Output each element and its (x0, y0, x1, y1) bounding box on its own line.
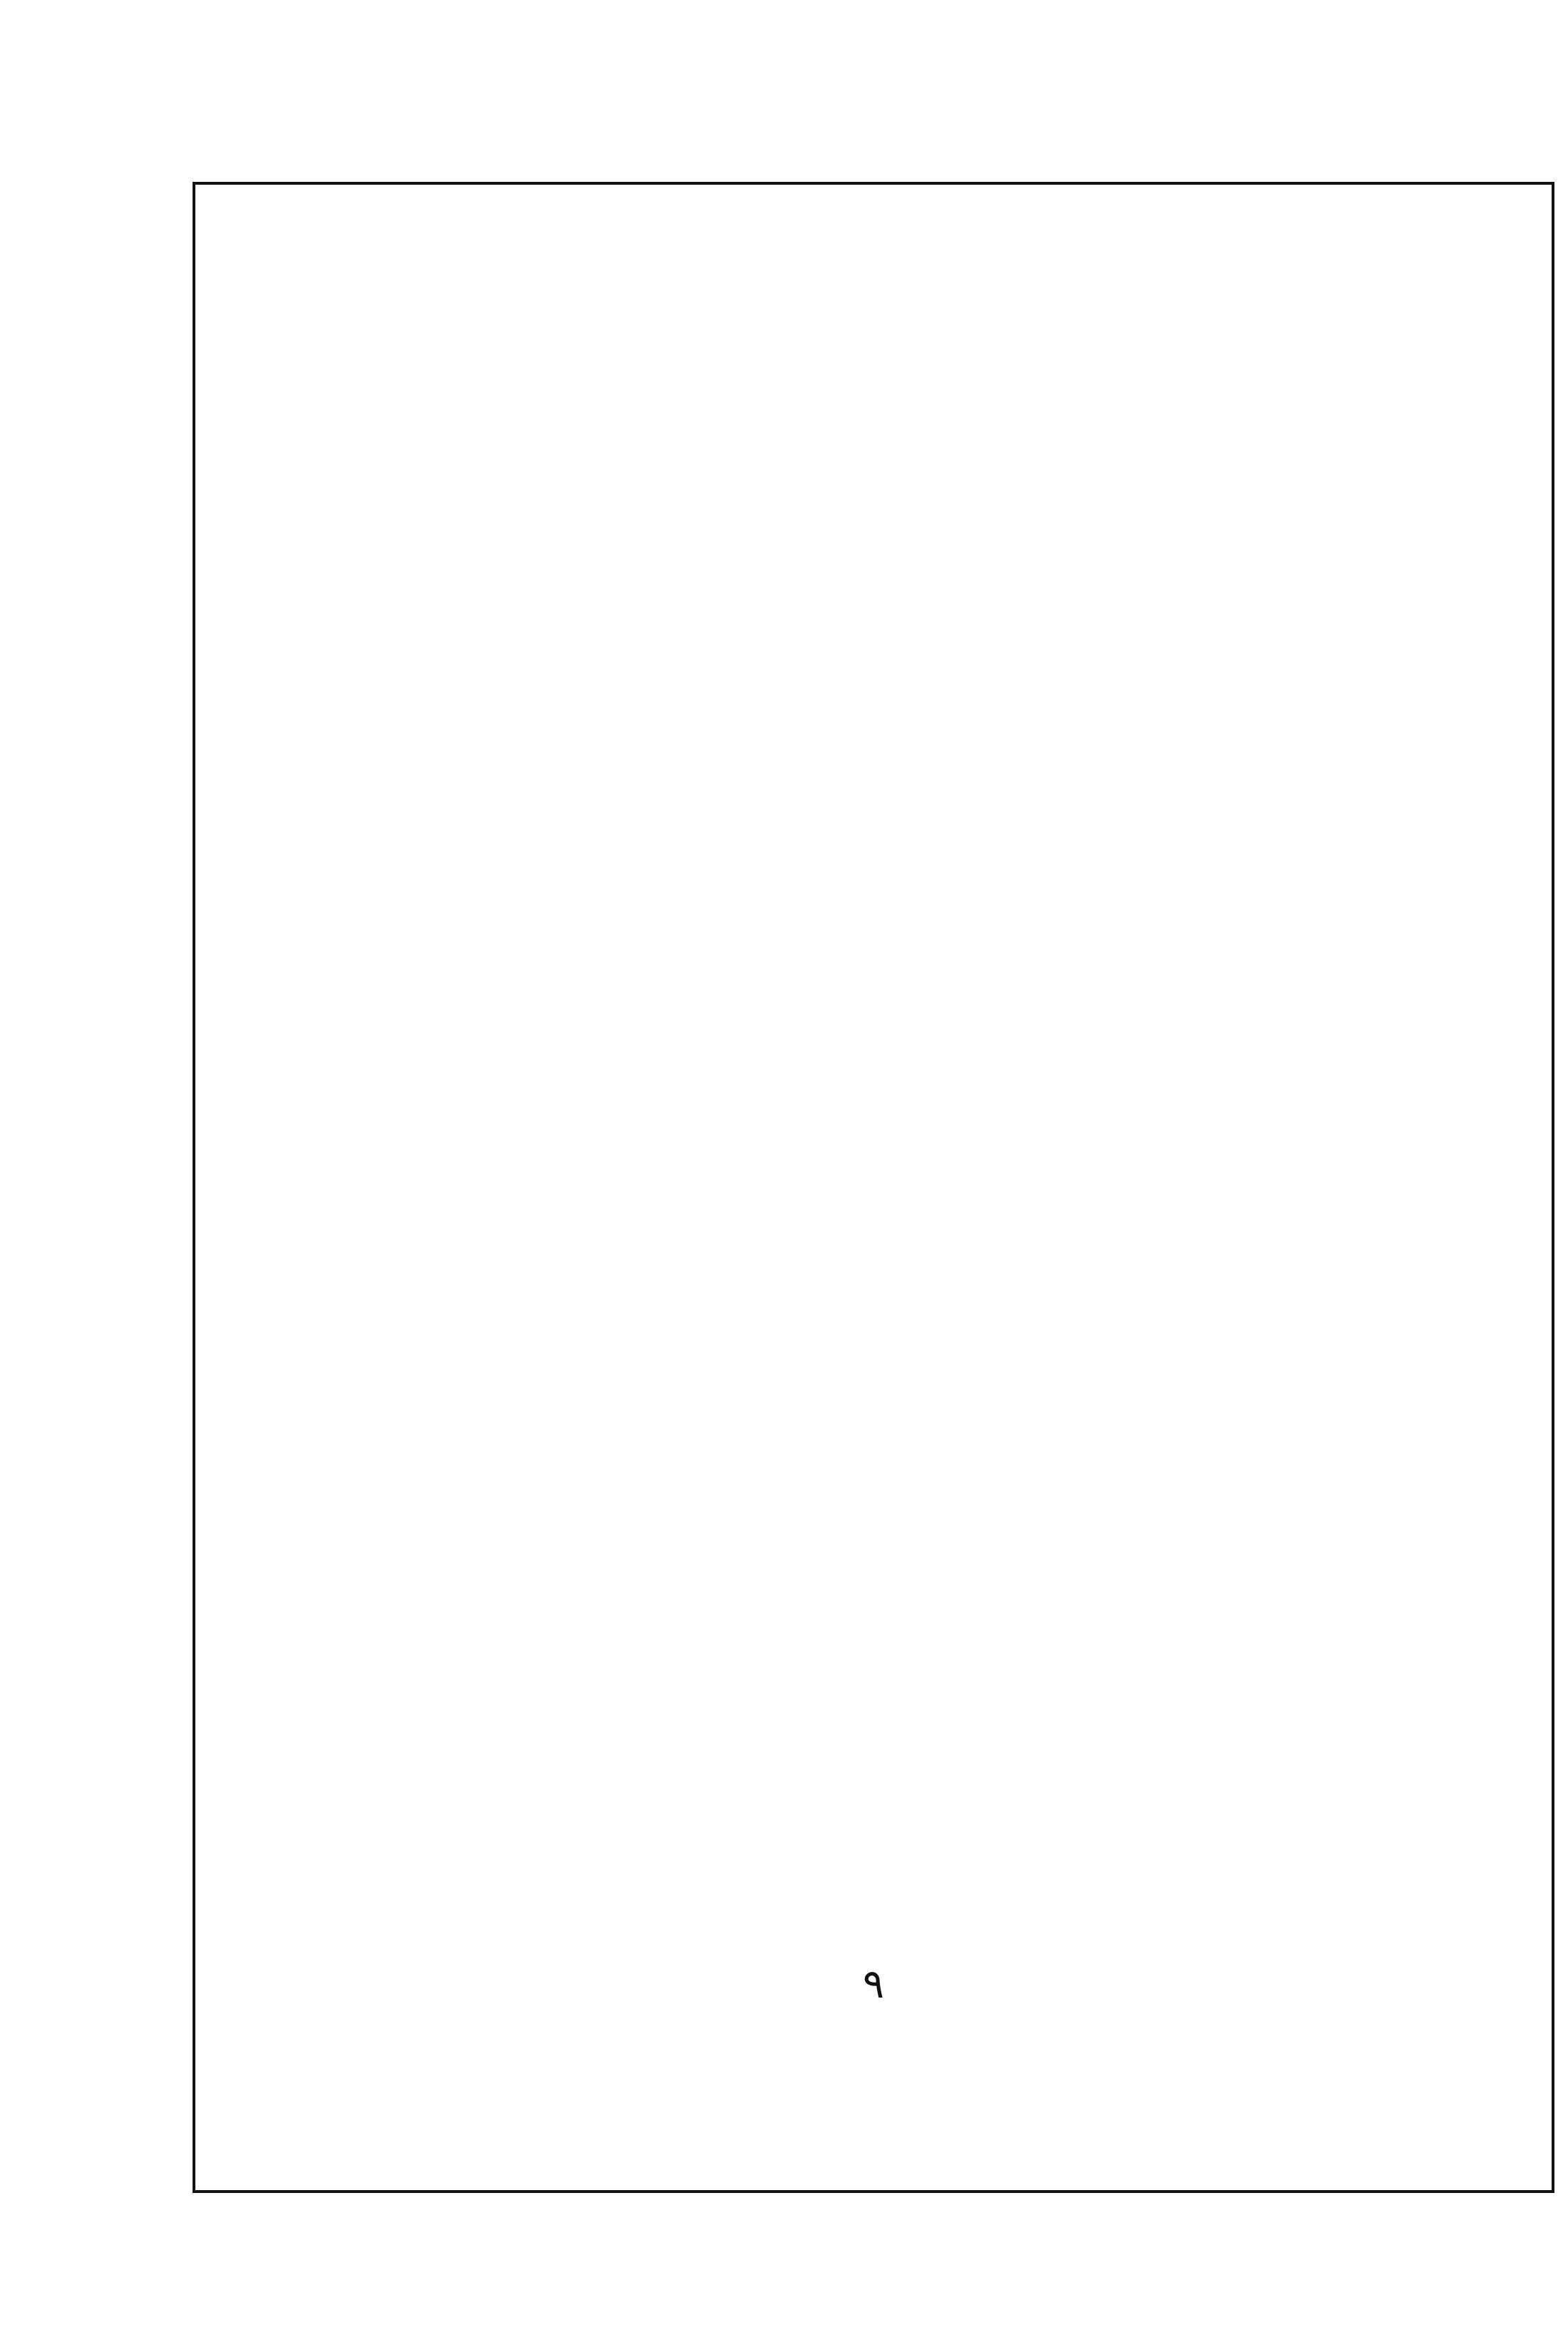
text-line (396, 2292, 1522, 2352)
text-line (396, 1150, 1522, 1210)
text-line (396, 1873, 1522, 1933)
text-line (396, 1813, 1522, 1873)
text-line (396, 491, 1522, 551)
text-line (396, 1090, 1522, 1150)
text-line (396, 2232, 1522, 2292)
page-number: ٩ (862, 1961, 885, 2008)
closing-line (396, 1569, 1522, 1629)
text-line (396, 850, 1522, 910)
text-line (396, 1449, 1522, 1509)
text-line (396, 1210, 1522, 1269)
text-line (396, 1389, 1522, 1449)
text-line (396, 790, 1522, 850)
text-line (396, 2052, 1522, 2112)
text-line (396, 1509, 1522, 1569)
text-line (396, 730, 1522, 790)
text-line (396, 1269, 1522, 1329)
text-line (396, 431, 1522, 491)
text-line (396, 2112, 1522, 2172)
text-line (396, 670, 1522, 730)
text-line (396, 610, 1522, 670)
text-line (396, 1633, 1522, 1693)
text-line (396, 970, 1522, 1030)
text-line (396, 1030, 1522, 1090)
text-line (396, 371, 1522, 431)
text-line (396, 1753, 1522, 1813)
text-line (396, 910, 1522, 970)
paragraph-1 (396, 371, 1522, 1629)
text-line (396, 2172, 1522, 2232)
text-line (396, 1693, 1522, 1753)
text-line (396, 551, 1522, 610)
body-text (396, 371, 1522, 2352)
text-line (396, 1329, 1522, 1389)
